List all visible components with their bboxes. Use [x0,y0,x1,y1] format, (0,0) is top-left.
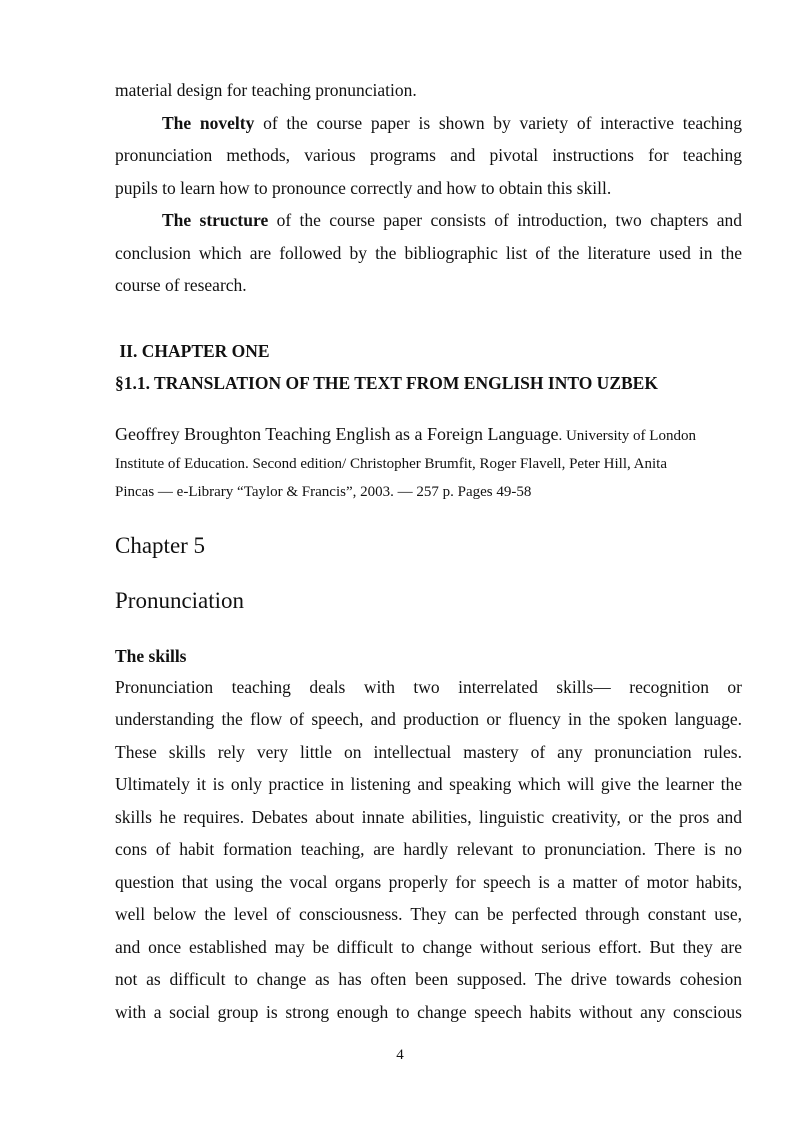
novelty-paragraph-line-1 [115,107,742,140]
intro-line: material design for teaching pronunciation. [115,80,417,100]
skills-subheading: The skills [115,645,187,666]
chapter-name-title: Pronunciation [115,587,245,613]
structure-paragraph-line-3: course of research. [115,275,247,295]
citation-line-3: Pincas — e-Library “Taylor & Francis”, 2003. — 257 p. Pages 49-58 [115,483,532,500]
structure-paragraph-line-2: conclusion which are followed by the bibliographic list of the literature used in the [115,242,742,263]
body-line: well below the level of consciousness. They can be perfected through constant use, [115,904,742,924]
body-line: understanding the flow of speech, and production or fluency in the spoken language. [115,709,742,729]
chapter-heading: II. CHAPTER ONE [115,340,270,361]
structure-label: The structure [162,210,269,230]
body-line: question that using the vocal organs properly for speech is a matter of motor habits, [115,871,742,892]
citation-line-1 [115,420,742,450]
body-line: Pronunciation teaching deals with two interrelated skills— recognition or [115,676,742,697]
novelty-paragraph-line-2: pronunciation methods, various programs and pivotal instructions for teaching [115,145,742,165]
structure-paragraph-line-1 [115,204,742,237]
body-line: These skills rely very little on intellectual mastery of any pronunciation rules. [115,741,742,762]
section-heading: §1.1. TRANSLATION OF THE TEXT FROM ENGLISH INTO UZBEK [115,372,658,393]
citation-line-2: Institute of Education. Second edition/ Christopher Brumfit, Roger Flavell, Peter Hill, Anita [115,455,667,472]
body-line: with a social group is strong enough to change speech habits without any conscious [115,1001,742,1022]
novelty-paragraph-line-3: pupils to learn how to pronounce correctly and how to obtain this skill. [115,177,612,198]
body-line: not as difficult to change as has often been supposed. The drive towards cohesion [115,969,742,989]
page-number: 4 [396,1047,404,1063]
novelty-label: The novelty [162,112,255,133]
body-line: and once established may be difficult to change without serious effort. But they are [115,936,742,957]
novelty-text-1: of the course paper is shown by variety of interactive teaching [254,112,742,133]
chapter-number-title: Chapter 5 [115,532,206,558]
body-line: cons of habit formation teaching, are hardly relevant to pronunciation. There is no [115,839,742,859]
body-line: skills he requires. Debates about innate abilities, linguistic creativity, or the pros and [115,806,742,827]
citation-title: Geoffrey Broughton Teaching English as a Foreign Language [115,423,559,444]
body-line: Ultimately it is only practice in listening and speaking which will give the learner the [115,774,742,794]
document-page [115,74,742,1028]
structure-text-1: of the course paper consists of introduction, two chapters and [268,210,742,230]
citation-text-1: . University of London [558,427,696,444]
